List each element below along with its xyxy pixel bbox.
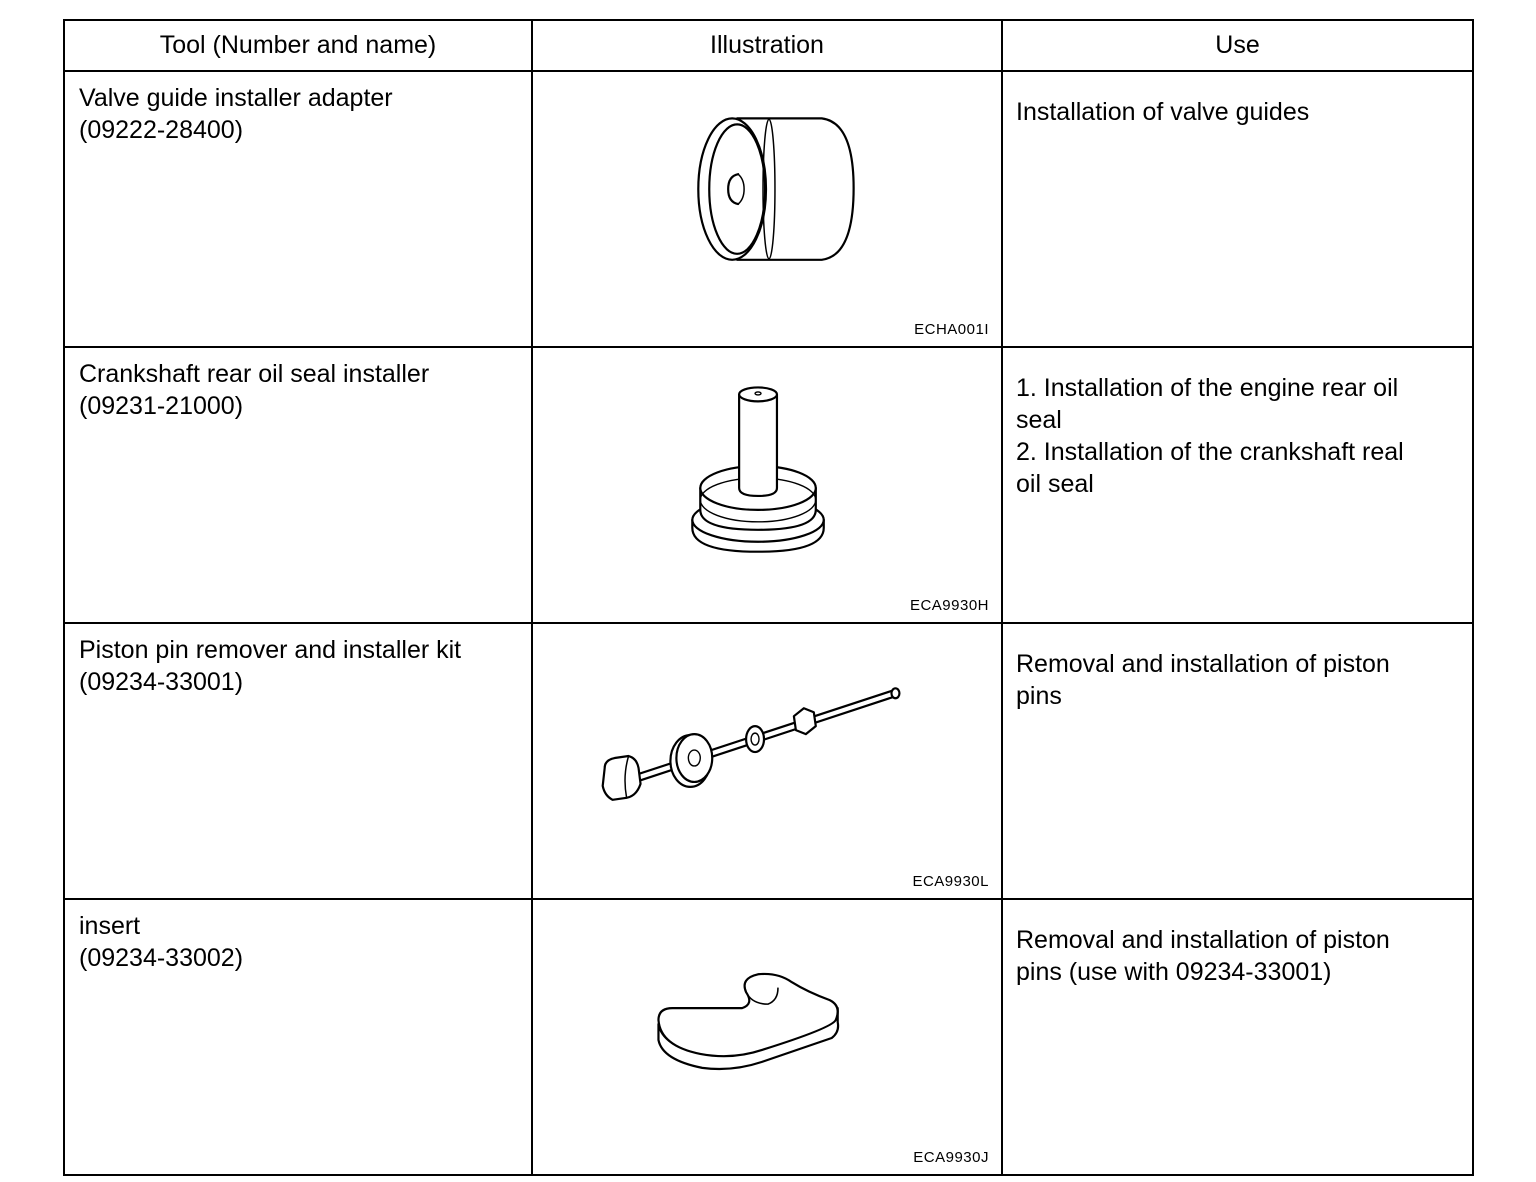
use-line: pins	[1016, 682, 1062, 710]
figure-code: ECA9930H	[909, 597, 989, 614]
header-tool: Tool (Number and name)	[64, 20, 532, 71]
tool-name: Valve guide installer adapter	[79, 84, 393, 112]
use-line: 1. Installation of the engine rear oil	[1016, 374, 1399, 402]
tool-number: (09234-33001)	[79, 668, 244, 696]
piston-pin-kit-icon	[533, 624, 1001, 898]
header-use: Use	[1002, 20, 1473, 71]
figure-code: ECHA001I	[914, 321, 989, 338]
illustration-cell	[532, 71, 1002, 347]
illustration-cell	[532, 623, 1002, 899]
tool-name: insert	[79, 912, 141, 940]
illustration-cell	[532, 347, 1002, 623]
valve-guide-adapter-icon	[533, 72, 1001, 346]
figure-code: ECA9930J	[913, 1149, 989, 1166]
tool-cell	[64, 347, 532, 623]
use-cell	[1002, 899, 1473, 1175]
tool-name: Piston pin remover and installer kit	[79, 636, 462, 664]
table-row	[64, 347, 1473, 623]
use-line: Removal and installation of piston	[1016, 926, 1390, 954]
tool-name: Crankshaft rear oil seal installer	[79, 360, 430, 388]
header-illustration: Illustration	[532, 20, 1002, 71]
figure-code: ECA9930L	[912, 873, 989, 890]
use-line: Removal and installation of piston	[1016, 650, 1390, 678]
oil-seal-installer-icon	[533, 348, 1001, 622]
special-tools-table	[63, 19, 1474, 1176]
use-line: Installation of valve guides	[1016, 98, 1310, 126]
use-line: pins (use with 09234-33001)	[1016, 958, 1332, 986]
use-cell	[1002, 71, 1473, 347]
table-header-row	[64, 20, 1473, 71]
table-row	[64, 623, 1473, 899]
use-line: seal	[1016, 406, 1062, 434]
tool-number: (09234-33002)	[79, 944, 244, 972]
use-cell	[1002, 623, 1473, 899]
use-cell	[1002, 347, 1473, 623]
tool-number: (09222-28400)	[79, 116, 244, 144]
table-row	[64, 899, 1473, 1175]
tool-cell	[64, 623, 532, 899]
table-row	[64, 71, 1473, 347]
illustration-cell	[532, 899, 1002, 1175]
tool-cell	[64, 899, 532, 1175]
tool-cell	[64, 71, 532, 347]
insert-icon	[533, 900, 1001, 1174]
use-line: oil seal	[1016, 470, 1094, 498]
tool-number: (09231-21000)	[79, 392, 244, 420]
use-line: 2. Installation of the crankshaft real	[1016, 438, 1404, 466]
